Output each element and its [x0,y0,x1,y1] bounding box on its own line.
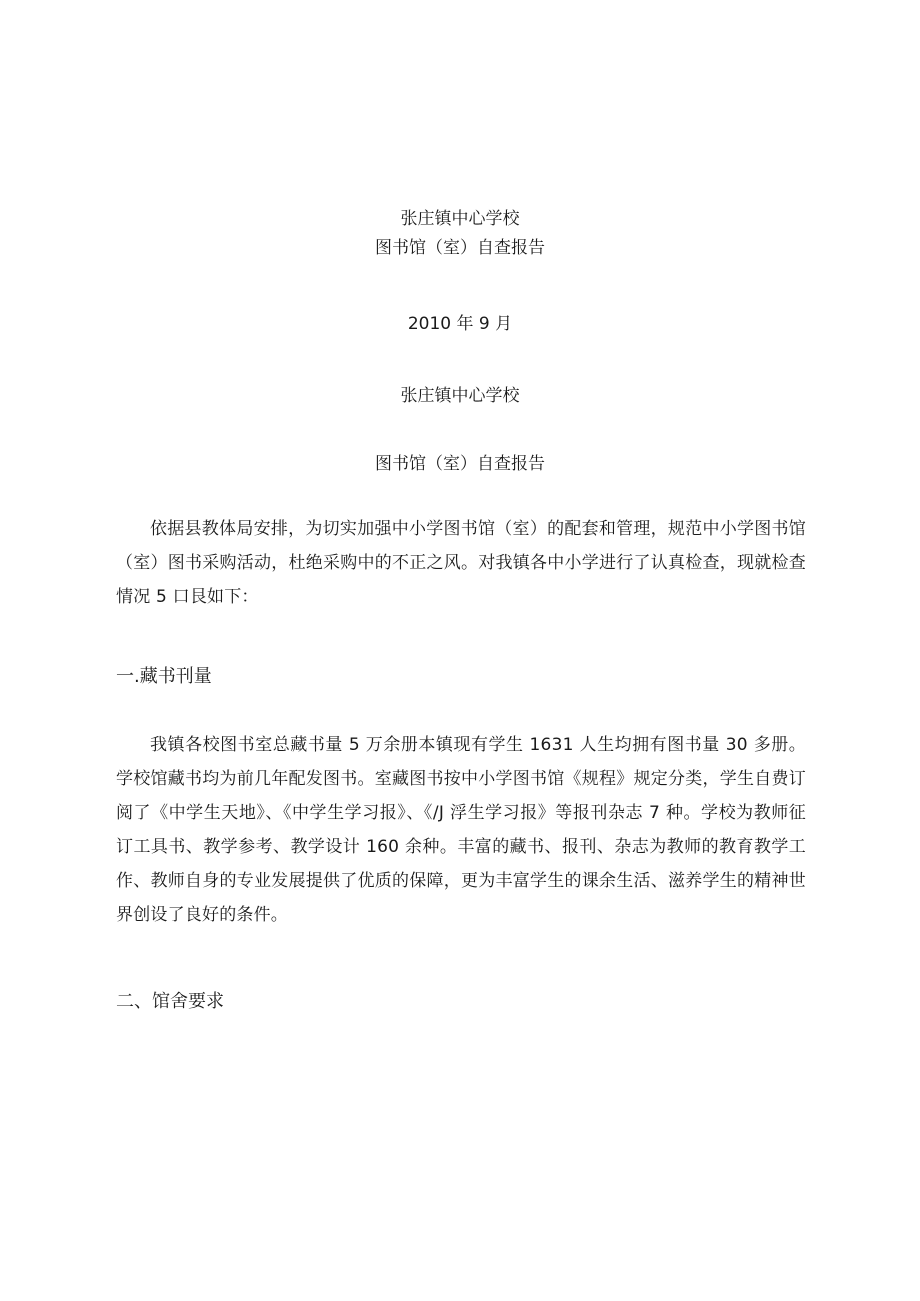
section-heading-facilities: 二、馆舍要求 [116,991,224,1012]
report-school-name: 张庄镇中心学校 [400,386,520,406]
report-title: 图书馆（室）自查报告 [375,454,545,474]
section-paragraph-collection: 我镇各校图书室总藏书量 5 万余册本镇现有学生 1631 人生均拥有图书量 30 多册。学校馆藏书均为前几年配发图书。室藏图书按中小学图书馆《规程》规定分类，学生自费订阅了《中学生天地》、《中学生学习报》、《/J 浮生学习报》等报刊杂志 7 种。学校为教师征订工具书、教学参考、教学设计 160 余种。丰富的藏书、报刊、杂志为教师的教育教学工作、教师自身的专业发展提供了优质的保障，更为丰富学生的课余生活、滋养学生的精神世界创设了良好的条件。 [116,735,806,925]
cover-date: 2010 年 9 月 [407,314,513,334]
cover-report-title: 图书馆（室）自查报告 [375,238,545,258]
intro-paragraph: 依据县教体局安排，为切实加强中小学图书馆（室）的配套和管理，规范中小学图书馆（室）图书采购活动，杜绝采购中的不正之风。对我镇各中小学进行了认真检查，现就检查情况 5 口艮如下： [116,519,806,607]
section-heading-collection: 一.藏书刊量 [116,666,212,687]
cover-school-name: 张庄镇中心学校 [400,209,520,229]
